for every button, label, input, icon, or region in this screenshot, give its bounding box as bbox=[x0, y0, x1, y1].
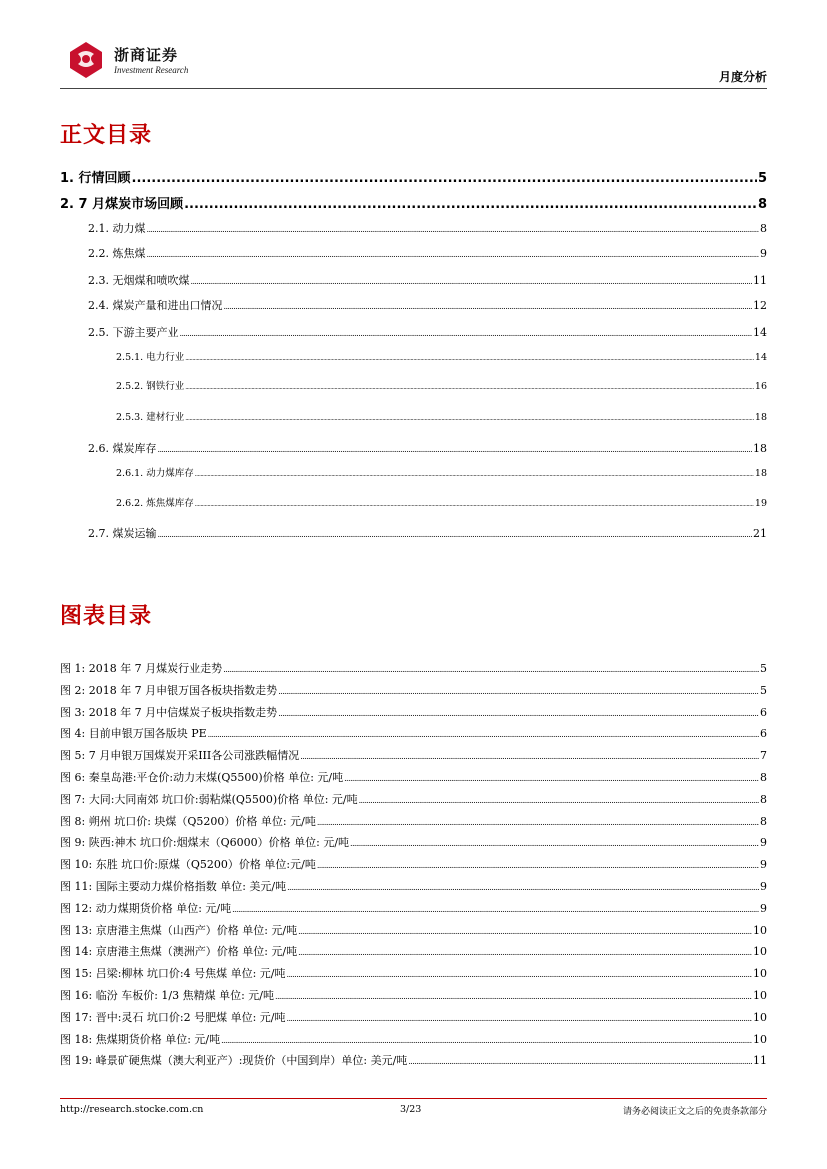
toc-entry-label: 2.5.2. 钢铁行业 bbox=[116, 381, 185, 392]
report-type: 月度分析 bbox=[718, 70, 767, 84]
footer-disclaimer: 请务必阅读正文之后的免责条款部分 bbox=[622, 1107, 767, 1117]
toc-entry-label: 2.5.1. 电力行业 bbox=[116, 352, 185, 363]
figure-entry-label: 图 1: 2018 年 7 月煤炭行业走势 bbox=[60, 662, 223, 675]
figure-entry-page: 10 bbox=[753, 924, 767, 937]
header-divider bbox=[60, 88, 767, 89]
page-header bbox=[60, 36, 767, 88]
leader-dots bbox=[317, 861, 759, 870]
figure-entry-label: 图 12: 动力煤期货价格 单位: 元/吨 bbox=[60, 902, 232, 915]
leader-dots bbox=[275, 992, 752, 1001]
figure-entry[interactable] bbox=[60, 900, 767, 916]
leader-dots bbox=[185, 355, 754, 362]
toc-entry[interactable] bbox=[60, 272, 767, 288]
toc-entry-page: 14 bbox=[754, 352, 767, 363]
figure-entry[interactable] bbox=[60, 791, 767, 807]
figures-title: 图表目录 bbox=[60, 604, 153, 629]
leader-dots bbox=[184, 197, 757, 212]
toc-entry[interactable] bbox=[60, 193, 767, 212]
leader-dots bbox=[147, 225, 760, 234]
toc-entry-label: 2.1. 动力煤 bbox=[88, 222, 146, 235]
figure-entry[interactable] bbox=[60, 660, 767, 676]
leader-dots bbox=[158, 530, 753, 539]
zheshang-logo-icon bbox=[66, 40, 106, 80]
figure-entry-page: 8 bbox=[760, 771, 767, 784]
figure-entry-label: 图 6: 秦皇岛港:平仓价:动力末煤(Q5500)价格 单位: 元/吨 bbox=[60, 771, 344, 784]
leader-dots bbox=[180, 329, 753, 338]
toc-entry-label: 2.6.2. 炼焦煤库存 bbox=[116, 498, 194, 509]
toc-entry-page: 8 bbox=[760, 222, 767, 235]
figure-entry-label: 图 19: 峰景矿硬焦煤（澳大利亚产）:现货价（中国到岸）单位: 美元/吨 bbox=[60, 1054, 408, 1067]
toc-entry-page: 18 bbox=[753, 442, 767, 455]
leader-dots bbox=[298, 927, 752, 936]
figure-entry-label: 图 17: 晋中:灵石 坑口价:2 号肥煤 单位: 元/吨 bbox=[60, 1011, 286, 1024]
figure-entry-page: 10 bbox=[753, 1033, 767, 1046]
toc-entry[interactable] bbox=[60, 349, 767, 363]
figure-entry-page: 7 bbox=[760, 749, 767, 762]
toc-entry-label: 2.5. 下游主要产业 bbox=[88, 326, 179, 339]
leader-dots bbox=[298, 948, 752, 957]
figure-entry[interactable] bbox=[60, 1031, 767, 1047]
figure-entry[interactable] bbox=[60, 922, 767, 938]
figure-entry-label: 图 7: 大同:大同南郊 坑口价:弱粘煤(Q5500)价格 单位: 元/吨 bbox=[60, 793, 358, 806]
leader-dots bbox=[408, 1057, 752, 1066]
toc-entry[interactable] bbox=[60, 525, 767, 541]
leader-dots bbox=[221, 1036, 752, 1045]
leader-dots bbox=[185, 415, 754, 422]
figure-entry-page: 6 bbox=[760, 706, 767, 719]
figure-entry-label: 图 2: 2018 年 7 月申银万国各板块指数走势 bbox=[60, 684, 278, 697]
figure-entry-label: 图 11: 国际主要动力煤价格指数 单位: 美元/吨 bbox=[60, 880, 287, 893]
figure-entry-label: 图 9: 陕西:神木 坑口价:烟煤末（Q6000）价格 单位: 元/吨 bbox=[60, 836, 350, 849]
toc-entry-page: 5 bbox=[757, 171, 767, 186]
toc-entry[interactable] bbox=[60, 245, 767, 261]
figure-entry[interactable] bbox=[60, 725, 767, 741]
toc-entry-label: 2.7. 煤炭运输 bbox=[88, 527, 157, 540]
leader-dots bbox=[350, 839, 759, 848]
toc-entry[interactable] bbox=[60, 378, 767, 392]
figure-entry-label: 图 18: 焦煤期货价格 单位: 元/吨 bbox=[60, 1033, 221, 1046]
toc-entry-page: 14 bbox=[753, 326, 767, 339]
figure-entry[interactable] bbox=[60, 769, 767, 785]
leader-dots bbox=[300, 752, 759, 761]
leader-dots bbox=[224, 302, 753, 311]
figure-entry-label: 图 13: 京唐港主焦煤（山西产）价格 单位: 元/吨 bbox=[60, 924, 298, 937]
figure-entry[interactable] bbox=[60, 682, 767, 698]
toc-entry-label: 2.2. 炼焦煤 bbox=[88, 247, 146, 260]
leader-dots bbox=[191, 277, 753, 286]
footer-divider bbox=[60, 1098, 767, 1099]
leader-dots bbox=[287, 883, 759, 892]
brand-tagline: Investment Research bbox=[114, 65, 189, 75]
toc-entry[interactable] bbox=[60, 167, 767, 186]
toc-entry-page: 18 bbox=[754, 412, 767, 423]
leader-dots bbox=[359, 796, 759, 805]
figure-entry-label: 图 16: 临汾 车板价: 1/3 焦精煤 单位: 元/吨 bbox=[60, 989, 274, 1002]
toc-entry-label: 2.6.1. 动力煤库存 bbox=[116, 468, 194, 479]
toc-entry-label: 2.6. 煤炭库存 bbox=[88, 442, 157, 455]
figure-entry-label: 图 10: 东胜 坑口价:原煤（Q5200）价格 单位:元/吨 bbox=[60, 858, 316, 871]
toc-entry-page: 12 bbox=[753, 299, 767, 312]
leader-dots bbox=[287, 970, 752, 979]
leader-dots bbox=[158, 445, 753, 454]
figure-entry-label: 图 4: 目前申银万国各版块 PE bbox=[60, 727, 207, 740]
figure-entry-label: 图 15: 吕梁:柳林 坑口价:4 号焦煤 单位: 元/吨 bbox=[60, 967, 286, 980]
figure-entry[interactable] bbox=[60, 856, 767, 872]
toc-entry-page: 11 bbox=[753, 274, 767, 287]
toc-entry-page: 16 bbox=[754, 381, 767, 392]
figure-entry-page: 5 bbox=[760, 662, 767, 675]
toc-entry[interactable] bbox=[60, 440, 767, 456]
toc-entry-page: 8 bbox=[757, 197, 767, 212]
figure-entry-page: 9 bbox=[760, 836, 767, 849]
toc-entry-page: 18 bbox=[754, 468, 767, 479]
figure-entry[interactable] bbox=[60, 878, 767, 894]
leader-dots bbox=[232, 905, 759, 914]
figure-entry-page: 6 bbox=[760, 727, 767, 740]
leader-dots bbox=[147, 250, 760, 259]
figure-entry-page: 10 bbox=[753, 989, 767, 1002]
toc-entry-label: 2. 7 月煤炭市场回顾 bbox=[60, 197, 184, 212]
toc-entry[interactable] bbox=[60, 324, 767, 340]
page-number: 3/23 bbox=[400, 1104, 422, 1115]
figure-entry-page: 9 bbox=[760, 858, 767, 871]
leader-dots bbox=[317, 818, 759, 827]
figure-entry-page: 10 bbox=[753, 945, 767, 958]
leader-dots bbox=[278, 709, 759, 718]
toc-entry-label: 2.3. 无烟煤和喷吹煤 bbox=[88, 274, 190, 287]
figure-entry-page: 11 bbox=[753, 1054, 767, 1067]
leader-dots bbox=[195, 501, 754, 508]
figure-entry-page: 9 bbox=[760, 902, 767, 915]
figure-entry-page: 10 bbox=[753, 1011, 767, 1024]
figure-entry-label: 图 8: 朔州 坑口价: 块煤（Q5200）价格 单位: 元/吨 bbox=[60, 815, 316, 828]
leader-dots bbox=[223, 665, 759, 674]
figure-entry-label: 图 3: 2018 年 7 月中信煤炭子板块指数走势 bbox=[60, 706, 278, 719]
leader-dots bbox=[195, 471, 754, 478]
toc-entry[interactable] bbox=[60, 409, 767, 423]
toc-entry-label: 1. 行情回顾 bbox=[60, 171, 131, 186]
figure-entry[interactable] bbox=[60, 834, 767, 850]
leader-dots bbox=[344, 774, 759, 783]
toc-entry-label: 2.5.3. 建材行业 bbox=[116, 412, 185, 423]
figure-entry[interactable] bbox=[60, 1052, 767, 1068]
figure-entry[interactable] bbox=[60, 943, 767, 959]
leader-dots bbox=[278, 687, 759, 696]
figure-entry[interactable] bbox=[60, 987, 767, 1003]
leader-dots bbox=[132, 171, 757, 186]
figure-entry-page: 8 bbox=[760, 793, 767, 806]
leader-dots bbox=[208, 730, 759, 739]
toc-entry-label: 2.4. 煤炭产量和进出口情况 bbox=[88, 299, 223, 312]
figure-entry[interactable] bbox=[60, 704, 767, 720]
toc-entry-page: 21 bbox=[753, 527, 767, 540]
toc-entry[interactable] bbox=[60, 297, 767, 313]
figure-entry[interactable] bbox=[60, 747, 767, 763]
figure-entry[interactable] bbox=[60, 1009, 767, 1025]
brand-name: 浙商证券 bbox=[114, 46, 179, 64]
toc-entry[interactable] bbox=[60, 495, 767, 509]
figure-entry-page: 8 bbox=[760, 815, 767, 828]
figure-entry-label: 图 5: 7 月申银万国煤炭开采III各公司涨跌幅情况 bbox=[60, 749, 300, 762]
figure-entry-page: 9 bbox=[760, 880, 767, 893]
figure-entry[interactable] bbox=[60, 813, 767, 829]
leader-dots bbox=[287, 1014, 752, 1023]
toc-entry[interactable] bbox=[60, 220, 767, 236]
toc-entry-page: 19 bbox=[754, 498, 767, 509]
toc-entry-page: 9 bbox=[760, 247, 767, 260]
toc-title: 正文目录 bbox=[60, 123, 153, 148]
toc-entry[interactable] bbox=[60, 465, 767, 479]
figure-entry-page: 10 bbox=[753, 967, 767, 980]
footer-url[interactable]: http://research.stocke.com.cn bbox=[60, 1104, 204, 1115]
figure-entry-label: 图 14: 京唐港主焦煤（澳洲产）价格 单位: 元/吨 bbox=[60, 945, 298, 958]
figure-entry[interactable] bbox=[60, 965, 767, 981]
leader-dots bbox=[185, 384, 754, 391]
figure-entry-page: 5 bbox=[760, 684, 767, 697]
